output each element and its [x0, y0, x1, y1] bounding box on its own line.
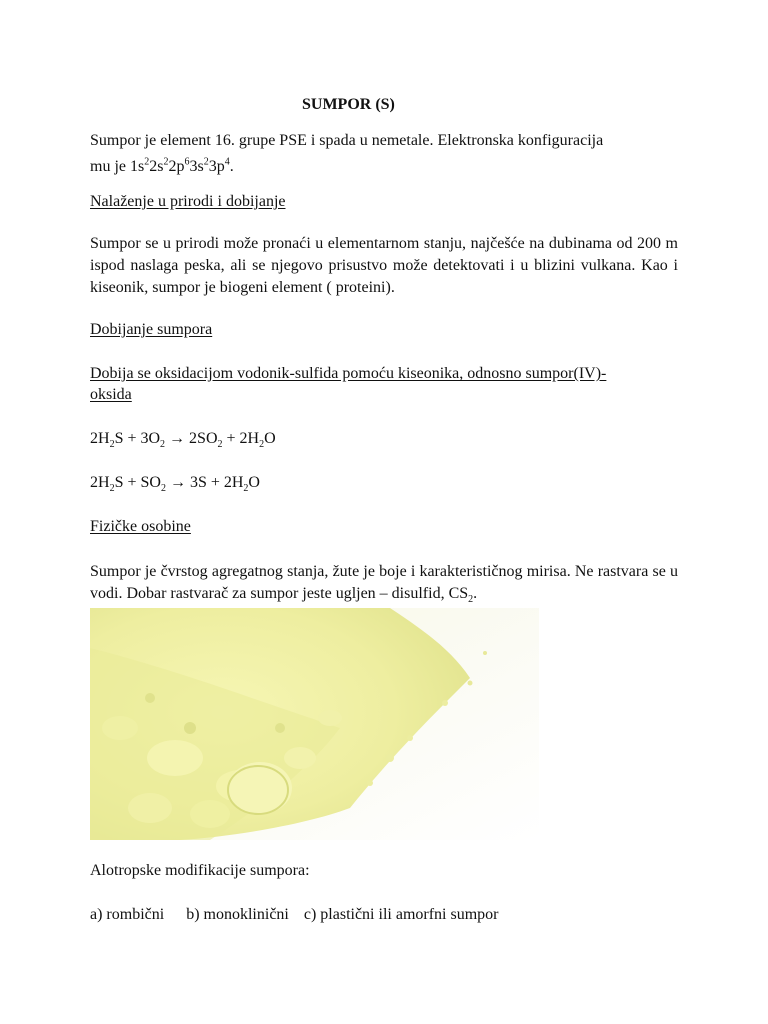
heading-physical-properties: Fizičke osobine: [90, 518, 191, 535]
config-formula: [130, 158, 230, 175]
orbital-0: 1s: [130, 158, 145, 175]
orbital-1: 2s: [149, 158, 164, 175]
sulfur-powder-image: [90, 608, 539, 840]
allotropes-heading: Alotropske modifikacije sumpora:: [90, 862, 310, 879]
equation-2: $2H_2S + SO_2 \to 3S + 2H_2O$: [90, 474, 260, 495]
production-subheading-line2: oksida: [90, 386, 132, 403]
allotrope-b: b) monoklinični: [186, 906, 289, 923]
intro-line-1: Sumpor je element 16. grupe PSE i spada u nemetale. Elektronska konfiguracija: [90, 132, 604, 149]
heading-production: Dobijanje sumpora: [90, 321, 213, 338]
allotropes-list: [90, 904, 498, 926]
allotrope-a: a) rombični: [90, 906, 165, 923]
orbital-4: 3p: [208, 158, 225, 175]
orbital-electrons-0: 2: [144, 156, 150, 168]
electron-configuration: [90, 156, 234, 178]
equation-1: $2H_2S + 3O_2 \to 2SO_2 + 2H_2O$: [90, 430, 276, 451]
orbital-electrons-4: 4: [224, 156, 230, 168]
orbital-electrons-1: 2: [163, 156, 169, 168]
config-suffix: .: [229, 158, 234, 175]
occurrence-paragraph: Sumpor se u prirodi može pronaći u elementarnom stanju, najčešće na dubinama od 200 m ispod naslaga peska, ali se njegovo prisustvo može detektovati i u blizini vulkana. Kao i kiseonik, sumpor je biogeni element ( proteini).: [90, 235, 678, 296]
production-subheading-line1: Dobija se oksidacijom vodonik-sulfida pomoću kiseonika, odnosno sumpor(IV)-: [90, 365, 607, 382]
orbital-electrons-2: 6: [184, 156, 190, 168]
allotrope-c: c) plastični ili amorfni sumpor: [303, 906, 499, 923]
orbital-electrons-3: 2: [203, 156, 209, 168]
orbital-2: 2p: [168, 158, 185, 175]
heading-occurrence: Nalaženje u prirodi i dobijanje: [90, 193, 286, 210]
physical-properties-paragraph: Sumpor je čvrstog agregatnog stanja, žute je boje i karakterističnog mirisa. Ne rastvara se u vodi. Dobar rastvarač za sumpor jeste ugljen – disulfid, $CS_2$.: [90, 563, 678, 606]
orbital-3: 3s: [189, 158, 204, 175]
config-prefix: mu je: [90, 158, 130, 175]
page-title: SUMPOR (S): [302, 96, 395, 113]
